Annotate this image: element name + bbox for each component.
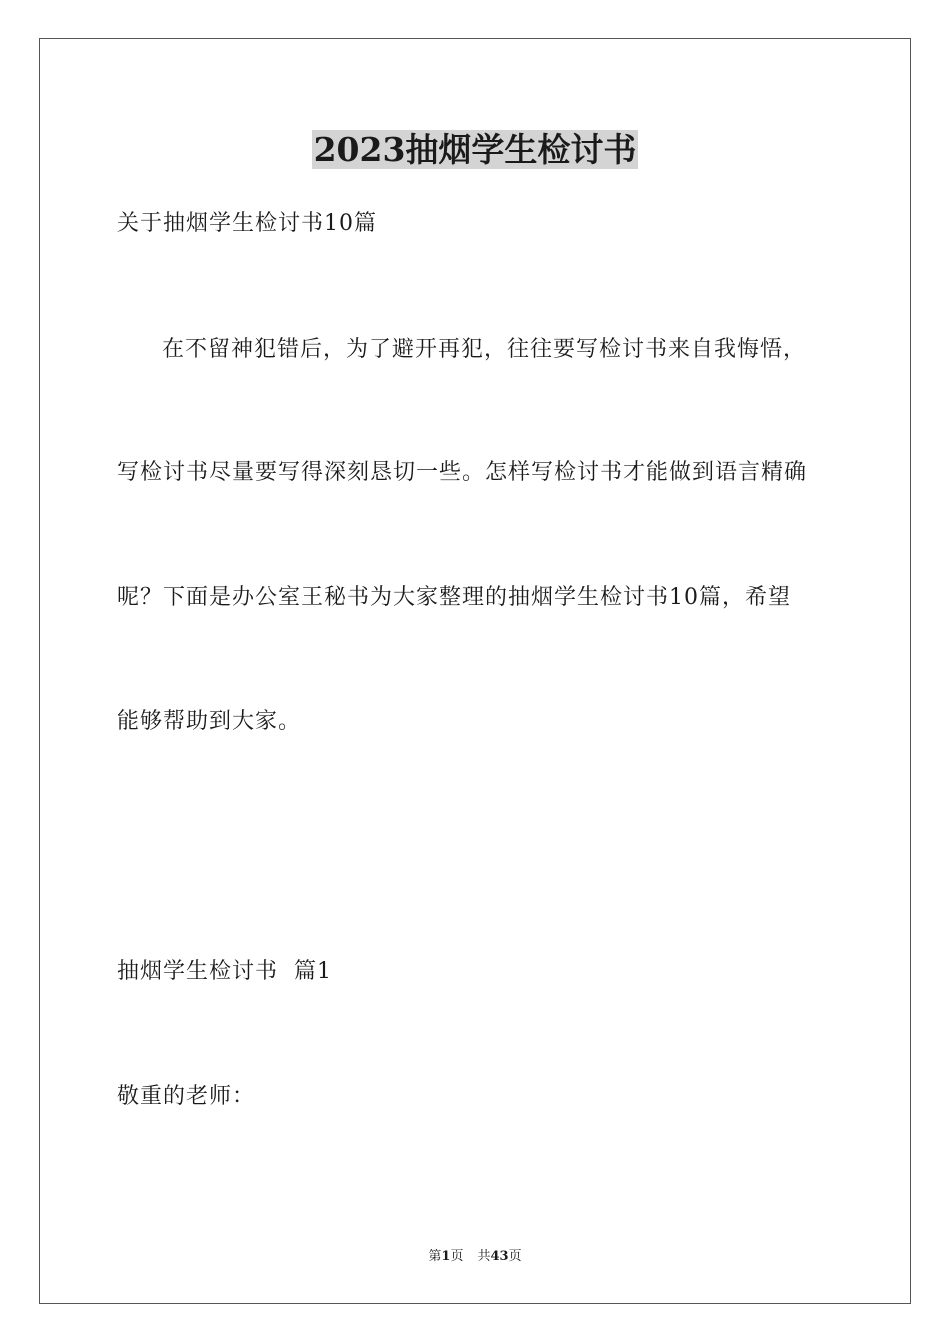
intro-line-4: 能够帮助到大家。 (117, 709, 302, 734)
footer-total-prefix: 共 (477, 1249, 491, 1264)
footer-total-pages: 43 (490, 1249, 509, 1264)
footer-total-suffix: 页 (508, 1249, 522, 1264)
document-subtitle: 关于抽烟学生检讨书10篇 (117, 211, 377, 236)
page-footer (0, 1248, 950, 1266)
document-title-text: 2023抽烟学生检讨书 (313, 130, 637, 169)
intro-line-3: 呢？下面是办公室王秘书为大家整理的抽烟学生检讨书10篇，希望 (117, 585, 791, 610)
footer-page-suffix: 页 (450, 1249, 464, 1264)
footer-page-number: 1 (441, 1249, 451, 1264)
section-heading: 抽烟学生检讨书 篇1 (117, 959, 332, 984)
footer-page-prefix: 第 (428, 1249, 442, 1264)
intro-line-1: 在不留神犯错后，为了避开再犯，往往要写检讨书来自我悔悟， (162, 337, 807, 362)
document-title (0, 128, 950, 172)
salutation: 敬重的老师： (117, 1084, 256, 1109)
intro-line-2: 写检讨书尽量要写得深刻恳切一些。怎样写检讨书才能做到语言精确 (117, 460, 808, 485)
